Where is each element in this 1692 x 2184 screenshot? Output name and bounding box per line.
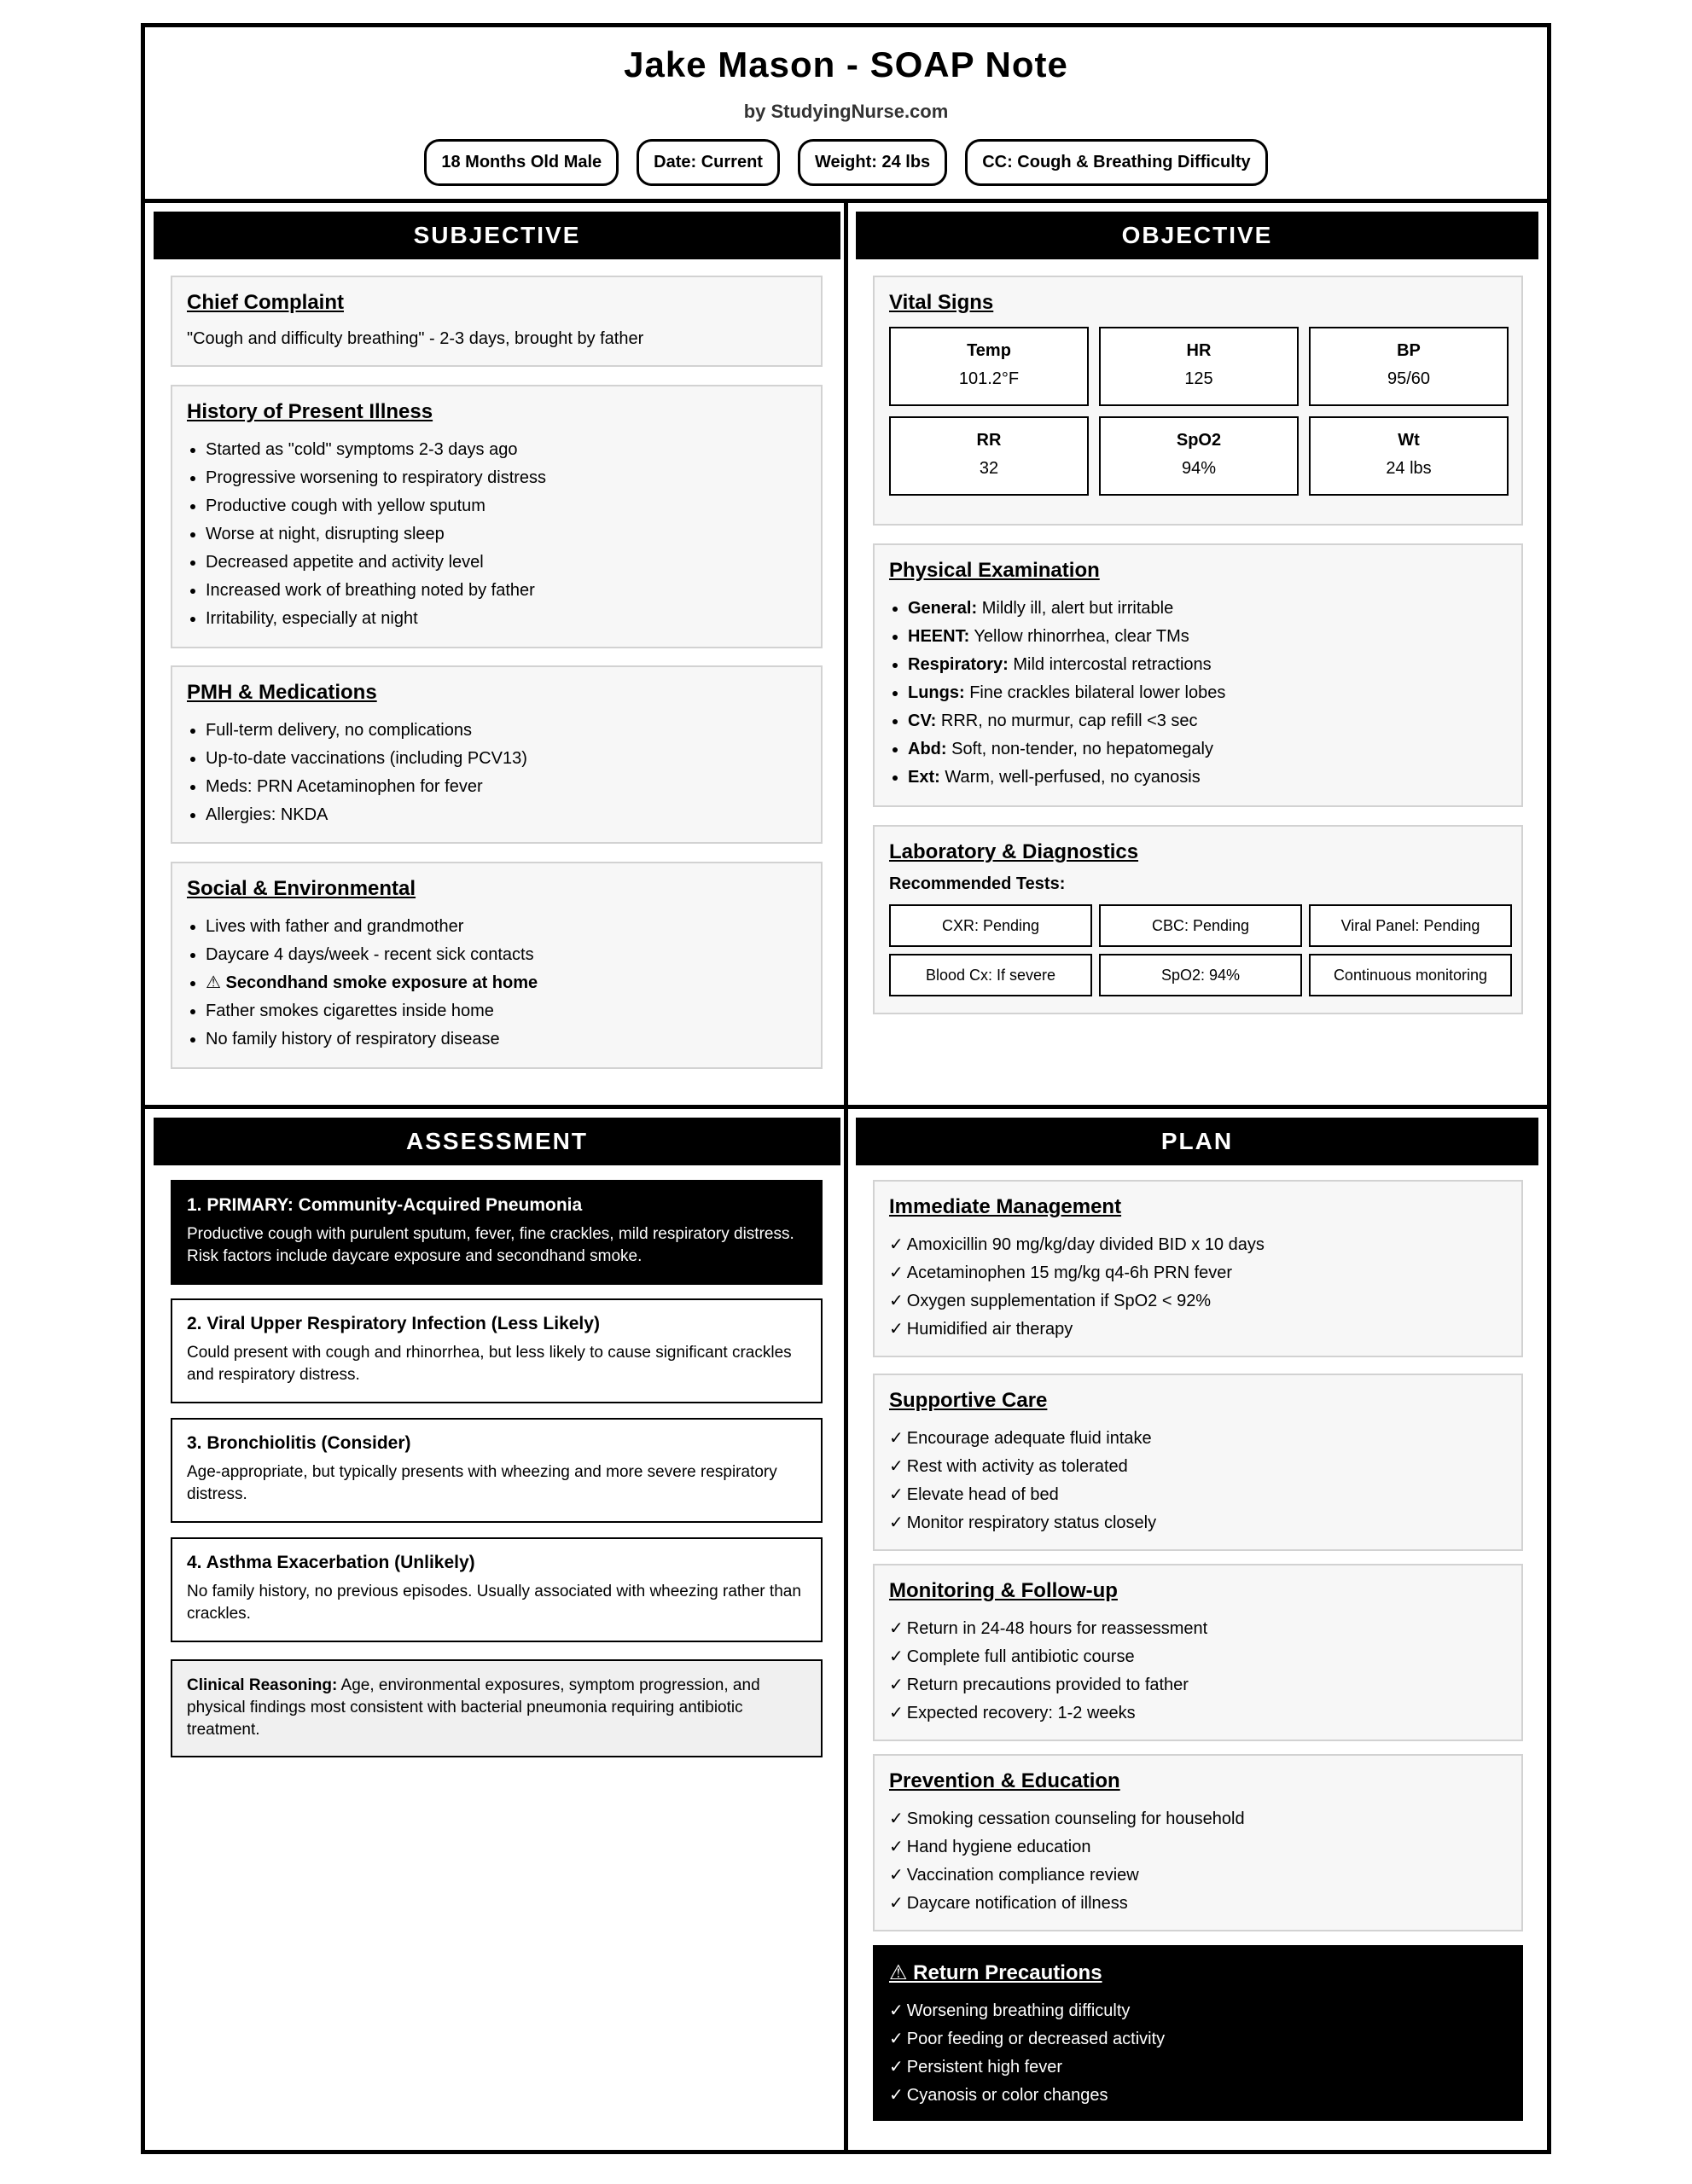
clinical-reasoning-text: Age, environmental exposures, symptom progression, and physical findings most consistent with bacterial pneumonia requiring antibiotic treatment.: [187, 1676, 760, 1739]
check-icon: ✓: [889, 1320, 904, 1339]
checklist-item: [889, 1316, 1507, 1344]
list-item: • Increased work of breathing noted by father: [206, 577, 806, 605]
vital-label: SpO2: [1176, 431, 1222, 450]
check-icon: ✓: [889, 1485, 904, 1504]
diagnosis-text: Could present with cough and rhinorrhea, but less likely to cause significant crackles and respiratory distress.: [187, 1344, 792, 1384]
checklist-item: [889, 1287, 1507, 1316]
list-item: • Progressive worsening to respiratory distress: [206, 464, 806, 492]
item-text: Expected recovery: 1-2 weeks: [906, 1704, 1136, 1722]
diagnosis-title: 4. Asthma Exacerbation (Unlikely): [187, 1553, 475, 1572]
item-text: Smoking cessation counseling for household: [906, 1809, 1245, 1828]
checklist-item: [889, 2082, 1507, 2110]
item-text: Persistent high fever: [906, 2058, 1063, 2077]
item-text: Oxygen supplementation if SpO2 < 92%: [906, 1292, 1212, 1310]
subjective-section: [145, 203, 848, 1109]
vital-label: Temp: [967, 341, 1011, 360]
diagnosis-title: 2. Viral Upper Respiratory Infection (Less Likely): [187, 1314, 600, 1333]
exam-item-general: [908, 595, 1507, 623]
labs-card: [873, 825, 1523, 1014]
checklist-item: [889, 1231, 1507, 1259]
return-precautions-card: [873, 1945, 1523, 2121]
item-text: Cyanosis or color changes: [906, 2086, 1108, 2105]
vital-hr: [1099, 327, 1299, 406]
item-text: Poor feeding or decreased activity: [906, 2030, 1166, 2048]
item-text: Complete full antibiotic course: [906, 1647, 1135, 1666]
objective-section: [848, 203, 1547, 1109]
labs-subtitle: Recommended Tests:: [889, 874, 1066, 893]
vital-label: HR: [1186, 341, 1212, 360]
exam-label: General:: [908, 599, 978, 618]
vital-label: Wt: [1398, 431, 1420, 450]
vital-rr: [889, 416, 1089, 496]
vital-value: 101.2°F: [958, 369, 1020, 388]
diagnosis-primary: [171, 1180, 823, 1285]
lab-test-cell: CXR: Pending: [889, 904, 1092, 947]
prevention-card: [873, 1754, 1523, 1931]
exam-item-heent: [908, 623, 1507, 651]
check-icon: ✓: [889, 1263, 904, 1282]
note-title: Jake Mason - SOAP Note: [624, 44, 1068, 84]
check-icon: ✓: [889, 2001, 904, 2020]
vital-label: RR: [976, 431, 1002, 450]
clinical-reasoning: [171, 1659, 823, 1757]
checklist-item: [889, 1643, 1507, 1671]
prevention-list: [889, 1805, 1507, 1918]
vital-bp: [1309, 327, 1509, 406]
exam-item-abd: [908, 735, 1507, 764]
hpi-title: History of Present Illness: [187, 400, 433, 423]
diagnosis-title: 3. Bronchiolitis (Consider): [187, 1433, 411, 1453]
date-pill: Date: Current: [637, 139, 780, 186]
pmh-card: [171, 665, 823, 844]
check-icon: ✓: [889, 1809, 904, 1828]
exam-item-respiratory: [908, 651, 1507, 679]
lab-test-cell: SpO2: 94%: [1099, 954, 1302, 996]
checklist-item: [889, 1615, 1507, 1643]
item-text: Monitor respiratory status closely: [906, 1513, 1157, 1532]
item-text: Humidified air therapy: [906, 1320, 1073, 1339]
social-title: Social & Environmental: [187, 877, 416, 900]
social-card: [171, 862, 823, 1069]
check-icon: ✓: [889, 1292, 904, 1310]
check-icon: ✓: [889, 1894, 904, 1913]
check-icon: ✓: [889, 1235, 904, 1254]
assessment-heading: ASSESSMENT: [154, 1118, 840, 1165]
check-icon: ✓: [889, 2030, 904, 2048]
list-item: • Meds: PRN Acetaminophen for fever: [206, 773, 806, 801]
plan-heading: PLAN: [856, 1118, 1538, 1165]
list-item: • Worse at night, disrupting sleep: [206, 520, 806, 549]
check-icon: ✓: [889, 1866, 904, 1885]
check-icon: ✓: [889, 1838, 904, 1856]
list-item: • Irritability, especially at night: [206, 605, 806, 633]
exam-text: Mildly ill, alert but irritable: [977, 599, 1174, 618]
check-icon: ✓: [889, 1619, 904, 1638]
chief-complaint-card: [171, 276, 823, 367]
lab-test-cell: Blood Cx: If severe: [889, 954, 1092, 996]
checklist-item: [889, 1805, 1507, 1833]
labs-title: Laboratory & Diagnostics: [889, 840, 1139, 863]
checklist-item: [889, 2025, 1507, 2053]
social-list: [187, 913, 806, 1054]
item-text: Rest with activity as tolerated: [906, 1457, 1128, 1476]
check-icon: ✓: [889, 1704, 904, 1722]
immediate-management-card: [873, 1180, 1523, 1357]
list-item: • Productive cough with yellow sputum: [206, 492, 806, 520]
exam-label: CV:: [908, 712, 937, 730]
checklist-item: [889, 1862, 1507, 1890]
list-item: • Father smokes cigarettes inside home: [206, 997, 806, 1025]
vital-weight: [1309, 416, 1509, 496]
objective-heading: OBJECTIVE: [856, 212, 1538, 259]
exam-text: Soft, non-tender, no hepatomegaly: [946, 740, 1213, 758]
item-text: Return precautions provided to father: [906, 1676, 1189, 1694]
smoke-exposure-warning: • ⚠ Secondhand smoke exposure at home: [206, 969, 806, 997]
check-icon: ✓: [889, 1457, 904, 1476]
return-precautions-list: [889, 1997, 1507, 2110]
diagnosis-title: 1. PRIMARY: Community-Acquired Pneumonia: [187, 1195, 583, 1215]
vital-value: 24 lbs: [1386, 459, 1432, 478]
vital-temp: [889, 327, 1089, 406]
check-icon: ✓: [889, 1676, 904, 1694]
vital-signs-card: [873, 276, 1523, 526]
checklist-item: [889, 1259, 1507, 1287]
lab-test-cell: CBC: Pending: [1099, 904, 1302, 947]
checklist-item: [889, 1509, 1507, 1537]
pmh-list: [187, 717, 806, 829]
supportive-care-list: [889, 1425, 1507, 1537]
supportive-care-title: Supportive Care: [889, 1389, 1048, 1412]
clinical-reasoning-label: Clinical Reasoning:: [187, 1676, 338, 1694]
list-item: • Allergies: NKDA: [206, 801, 806, 829]
exam-text: RRR, no murmur, cap refill <3 sec: [936, 712, 1198, 730]
diagnosis-text: Age-appropriate, but typically presents with wheezing and more severe respiratory distress.: [187, 1463, 777, 1503]
checklist-item: [889, 1997, 1507, 2025]
vital-value: 94%: [1181, 459, 1217, 478]
immediate-management-title: Immediate Management: [889, 1195, 1122, 1218]
assessment-section: [145, 1109, 848, 2150]
monitoring-card: [873, 1564, 1523, 1741]
checklist-item: [889, 1833, 1507, 1862]
exam-item-lungs: [908, 679, 1507, 707]
exam-label: Ext:: [908, 768, 940, 787]
chief-complaint-pill: CC: Cough & Breathing Difficulty: [965, 139, 1267, 186]
check-icon: ✓: [889, 2058, 904, 2077]
monitoring-list: [889, 1615, 1507, 1728]
check-icon: ✓: [889, 2086, 904, 2105]
list-item: • Daycare 4 days/week - recent sick contacts: [206, 941, 806, 969]
exam-label: Respiratory:: [908, 655, 1009, 674]
item-text: Acetaminophen 15 mg/kg q4-6h PRN fever: [906, 1263, 1233, 1282]
return-precautions-title: ⚠ Return Precautions: [889, 1961, 1102, 1984]
list-item: • Started as "cold" symptoms 2-3 days ago: [206, 436, 806, 464]
diagnosis-2: [171, 1298, 823, 1403]
list-item: • No family history of respiratory disease: [206, 1025, 806, 1054]
plan-section: [848, 1109, 1547, 2150]
vital-signs-grid: [889, 327, 1507, 496]
vital-spo2: [1099, 416, 1299, 496]
list-item: • Full-term delivery, no complications: [206, 717, 806, 745]
item-text: Return in 24-48 hours for reassessment: [906, 1619, 1208, 1638]
item-text: Worsening breathing difficulty: [906, 2001, 1131, 2020]
vital-value: 125: [1184, 369, 1213, 388]
physical-exam-title: Physical Examination: [889, 559, 1100, 582]
diagnosis-3: [171, 1418, 823, 1523]
list-item: • Decreased appetite and activity level: [206, 549, 806, 577]
weight-pill: Weight: 24 lbs: [798, 139, 947, 186]
supportive-care-card: [873, 1374, 1523, 1551]
exam-item-ext: [908, 764, 1507, 792]
checklist-item: [889, 1425, 1507, 1453]
chief-complaint-title: Chief Complaint: [187, 291, 344, 314]
chief-complaint-text: "Cough and difficulty breathing" - 2-3 days, brought by father: [187, 329, 644, 348]
age-sex-pill: 18 Months Old Male: [424, 139, 619, 186]
note-header: [145, 27, 1547, 203]
checklist-item: [889, 1481, 1507, 1509]
checklist-item: [889, 1671, 1507, 1699]
checklist-item: [889, 1890, 1507, 1918]
exam-label: Lungs:: [908, 683, 965, 702]
check-icon: ✓: [889, 1513, 904, 1532]
check-icon: ✓: [889, 1647, 904, 1666]
check-icon: ✓: [889, 1429, 904, 1448]
item-text: Daycare notification of illness: [906, 1894, 1128, 1913]
vital-label: BP: [1397, 341, 1421, 360]
physical-exam-card: [873, 543, 1523, 807]
diagnosis-text: No family history, no previous episodes. Usually associated with wheezing rather than crackles.: [187, 1583, 801, 1623]
monitoring-title: Monitoring & Follow-up: [889, 1579, 1118, 1602]
item-text: Vaccination compliance review: [906, 1866, 1139, 1885]
exam-label: HEENT:: [908, 627, 970, 646]
item-text: Elevate head of bed: [906, 1485, 1059, 1504]
hpi-list: [187, 436, 806, 633]
exam-text: Warm, well-perfused, no cyanosis: [939, 768, 1201, 787]
patient-info-pills: [145, 139, 1547, 186]
exam-text: Fine crackles bilateral lower lobes: [964, 683, 1226, 702]
item-text: Hand hygiene education: [906, 1838, 1091, 1856]
diagnosis-text: Productive cough with purulent sputum, fever, fine crackles, mild respiratory distress. Risk factors include daycare exposure and secondhand smoke.: [187, 1225, 794, 1265]
note-byline: by StudyingNurse.com: [743, 101, 949, 122]
diagnosis-4: [171, 1537, 823, 1642]
prevention-title: Prevention & Education: [889, 1769, 1120, 1792]
checklist-item: [889, 2053, 1507, 2082]
immediate-management-list: [889, 1231, 1507, 1344]
list-item: • Up-to-date vaccinations (including PCV13): [206, 745, 806, 773]
soap-note-page: [141, 23, 1551, 2154]
pmh-title: PMH & Medications: [187, 681, 377, 704]
subjective-heading: SUBJECTIVE: [154, 212, 840, 259]
item-text: Encourage adequate fluid intake: [906, 1429, 1152, 1448]
hpi-card: [171, 385, 823, 648]
exam-item-cv: [908, 707, 1507, 735]
item-text: Amoxicillin 90 mg/kg/day divided BID x 10 days: [906, 1235, 1265, 1254]
lab-test-cell: Viral Panel: Pending: [1309, 904, 1512, 947]
vital-value: 95/60: [1387, 369, 1431, 388]
lab-test-cell: Continuous monitoring: [1309, 954, 1512, 996]
checklist-item: [889, 1453, 1507, 1481]
labs-grid: [889, 904, 1507, 996]
exam-text: Yellow rhinorrhea, clear TMs: [969, 627, 1189, 646]
exam-text: Mild intercostal retractions: [1008, 655, 1212, 674]
checklist-item: [889, 1699, 1507, 1728]
exam-label: Abd:: [908, 740, 947, 758]
list-item: • Lives with father and grandmother: [206, 913, 806, 941]
physical-exam-list: [889, 595, 1507, 792]
vital-signs-title: Vital Signs: [889, 291, 994, 314]
vital-value: 32: [979, 459, 999, 478]
